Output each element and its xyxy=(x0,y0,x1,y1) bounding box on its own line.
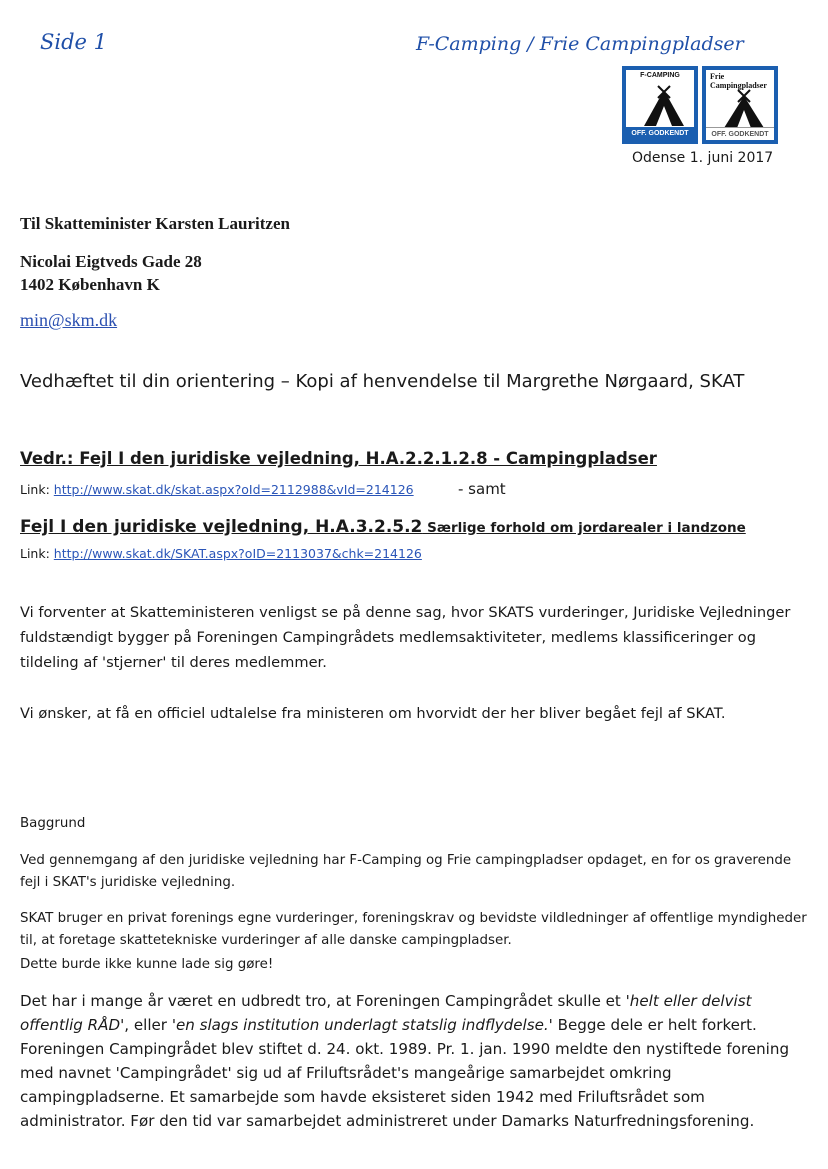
paragraph-expectation: Vi forventer at Skatteministeren venligst se på denne sag, hvor SKATS vurderinger, Juridiske Vejledninger fuldstændigt bygger på Foreningen Campingrådets medlemsaktiviteter, medlems klassificeringer og tildeling af 'stjerner' til deres medlemmer. xyxy=(20,604,791,671)
background-paragraph-1: Ved gennemgang af den juridiske vejledning har F-Camping og Frie campingpladser opdaget, en for os graverende fejl i SKAT's juridiske vejledning. xyxy=(20,853,792,890)
history-text-1: Det har i mange år været en udbredt tro, at Foreningen Campingrådet skulle et xyxy=(20,992,626,1010)
history-quote-1: 'helt eller delvist offentlig RÅD' xyxy=(20,992,752,1034)
vejledning-link-1[interactable]: http://www.skat.dk/skat.aspx?oId=2112988&vId=214126 xyxy=(53,482,414,497)
history-text-3: Begge dele er helt forkert. Foreningen Campingrådet blev stiftet d. 24. okt. 1989. Pr. 1. jan. 1990 meldte den nystiftede forening med navnet 'Campingrådet' sig ud af Friluftsrådet's mangeårige samarbejdet omkring campingpladserne. Et samarbejde som havde eksisteret siden 1942 med Friluftsrådet som administrator. Før den tid var samarbejdet administreret under Damarks Naturfredningsforening. xyxy=(20,1016,790,1130)
history-quote-2: 'en slags institution underlagt statslig indflydelse.' xyxy=(171,1016,553,1034)
logo-fcamping-bottom: OFF. GODKENDT xyxy=(626,127,694,140)
background-paragraph-3: Dette burde ikke kunne lade sig gøre! xyxy=(20,957,274,972)
logo-frie-top: Frie Campingpladser xyxy=(710,72,767,90)
recipient-name: Til Skatteminister Karsten Lauritzen xyxy=(20,214,290,233)
link-line-1 xyxy=(20,482,414,497)
link-label: Link: xyxy=(20,546,54,561)
address-street: Nicolai Eigtveds Gade 28 xyxy=(20,252,202,271)
fejl-heading-main: Fejl I den juridiske vejledning, H.A.3.2.5.2 xyxy=(20,517,423,537)
link-label: Link: xyxy=(20,482,54,497)
paragraph-request: Vi ønsker, at få en officiel udtalelse fra ministeren om hvorvidt der her bliver begået fejl af SKAT. xyxy=(20,705,726,722)
tent-icon xyxy=(720,84,768,130)
letter-date: Odense 1. juni 2017 xyxy=(632,150,774,166)
f-camping-logo xyxy=(622,66,698,144)
org-title: F-Camping / Frie Campingpladser xyxy=(416,33,744,55)
history-text-2: , eller xyxy=(124,1016,172,1034)
fejl-heading-2 xyxy=(20,517,746,537)
logo-frie-bottom: OFF. GODKENDT xyxy=(706,127,774,140)
link-suffix: - samt xyxy=(458,480,506,498)
intro-line: Vedhæftet til din orientering – Kopi af henvendelse til Margrethe Nørgaard, SKAT xyxy=(20,371,745,392)
background-heading: Baggrund xyxy=(20,816,86,831)
address-city: 1402 København K xyxy=(20,275,160,294)
tent-icon xyxy=(640,84,688,130)
frie-campingpladser-logo xyxy=(702,66,778,144)
background-paragraph-2: SKAT bruger en privat forenings egne vurderinger, foreningskrav og bevidste vildledninger af offentlige myndigheder til, at foretage skattetekniske vurderinger af alle danske campingpladser. xyxy=(20,911,807,948)
email-link[interactable]: min@skm.dk xyxy=(20,310,118,330)
link-line-2 xyxy=(20,546,422,561)
fejl-heading-sub: Særlige forhold om jordarealer i landzone xyxy=(422,520,746,536)
logo-fcamping-top: F-CAMPING xyxy=(640,72,680,79)
vedr-heading: Vedr.: Fejl I den juridiske vejledning, H.A.2.2.1.2.8 - Campingpladser xyxy=(20,449,657,468)
page-label: Side 1 xyxy=(40,30,108,54)
vejledning-link-2[interactable]: http://www.skat.dk/SKAT.aspx?oID=2113037&chk=214126 xyxy=(53,546,422,561)
history-paragraph xyxy=(20,989,810,1133)
